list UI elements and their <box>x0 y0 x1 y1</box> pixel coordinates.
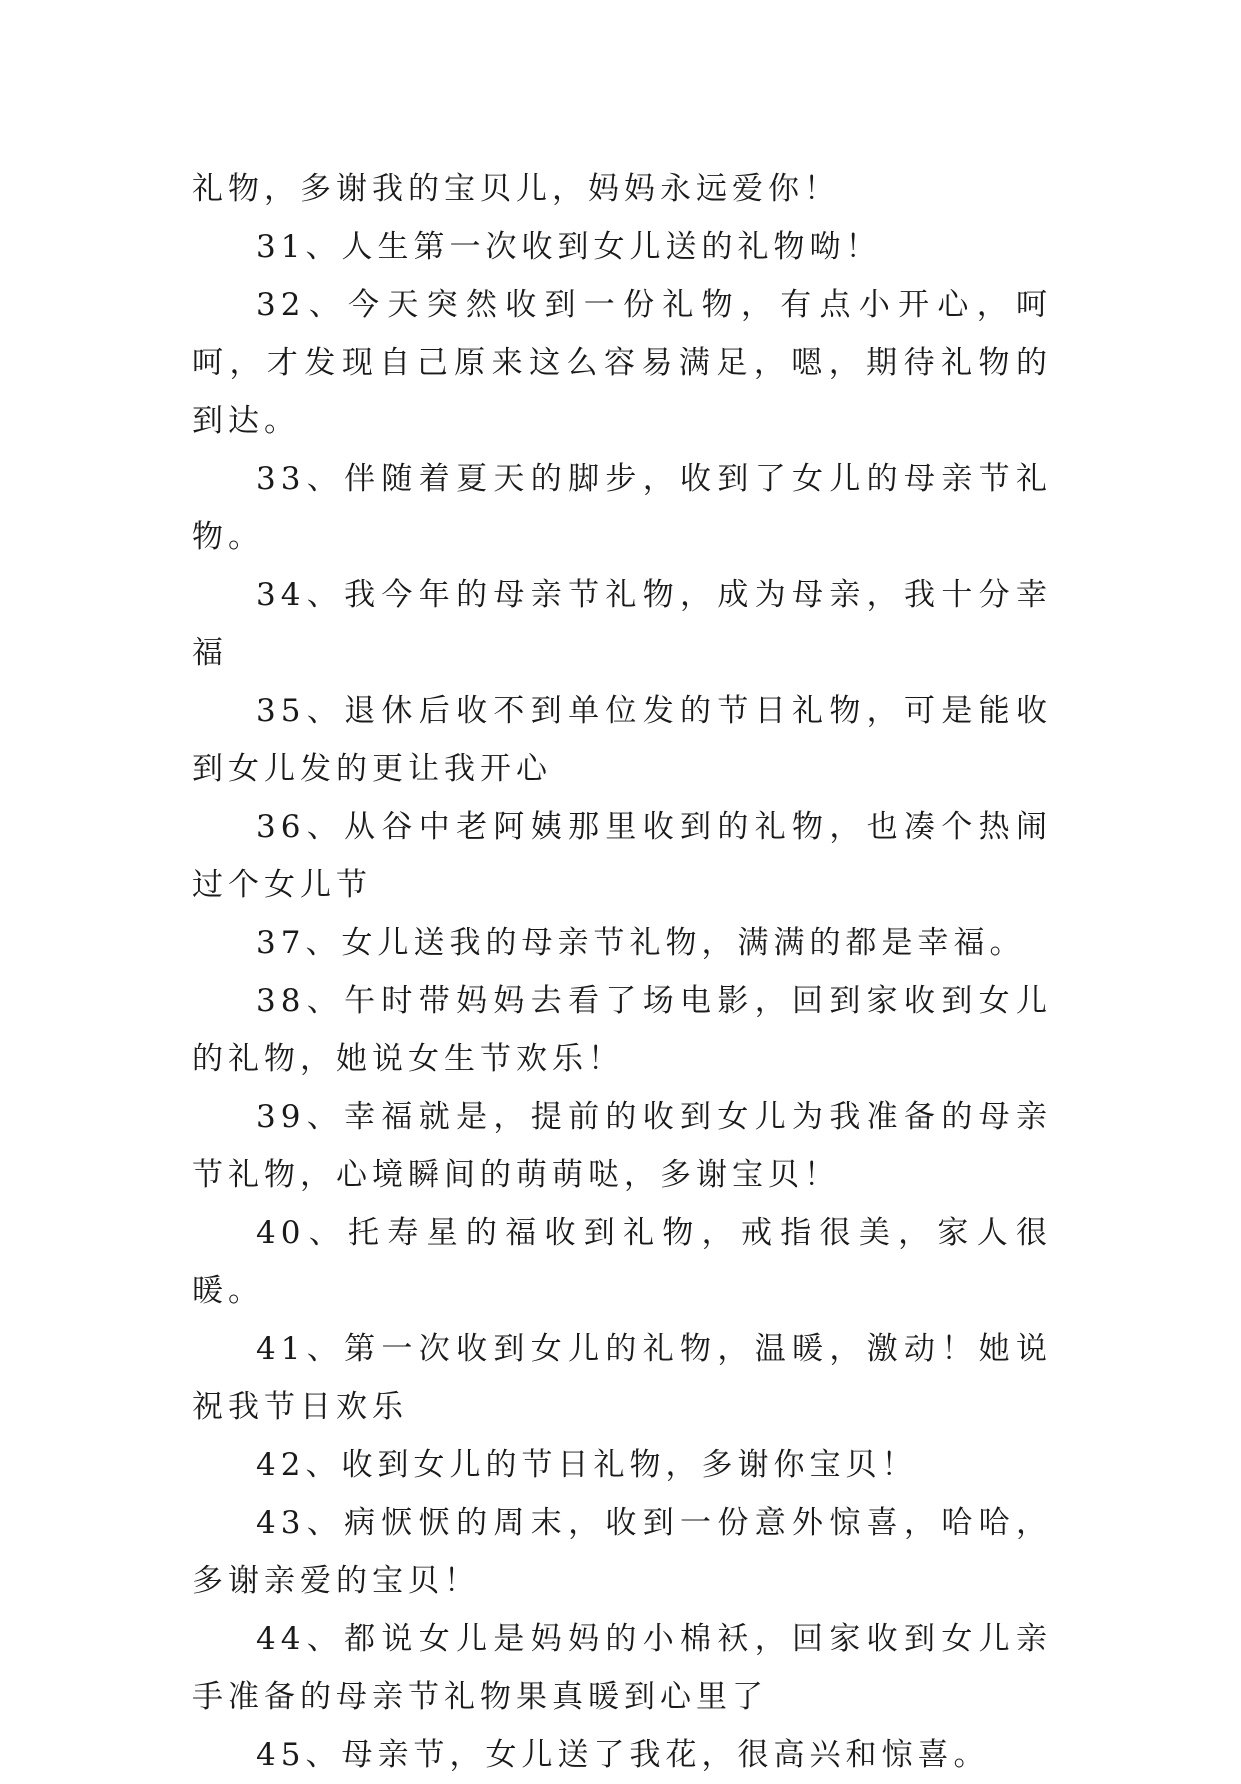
paragraph-35: 35、退休后收不到单位发的节日礼物，可是能收到女儿发的更让我开心 <box>192 693 1052 787</box>
paragraph-42: 42、收到女儿的节日礼物，多谢你宝贝！ <box>256 1447 918 1483</box>
paragraph-43: 43、病恹恹的周末，收到一份意外惊喜，哈哈，多谢亲爱的宝贝！ <box>192 1505 1052 1599</box>
paragraph-36: 36、从谷中老阿姨那里收到的礼物，也凑个热闹过个女儿节 <box>192 809 1052 903</box>
paragraph-45: 45、母亲节，女儿送了我花，很高兴和惊喜。 <box>256 1737 990 1773</box>
paragraph-34: 34、我今年的母亲节礼物，成为母亲，我十分幸福 <box>192 577 1052 671</box>
paragraph-41: 41、第一次收到女儿的礼物，温暖，激动！她说祝我节日欢乐 <box>192 1331 1052 1425</box>
paragraph-37: 37、女儿送我的母亲节礼物，满满的都是幸福。 <box>256 925 1026 961</box>
paragraph-continuation: 礼物，多谢我的宝贝儿，妈妈永远爱你！ <box>192 171 840 207</box>
paragraph-38: 38、午时带妈妈去看了场电影，回到家收到女儿的礼物，她说女生节欢乐！ <box>192 983 1052 1077</box>
paragraph-40: 40、托寿星的福收到礼物，戒指很美，家人很暖。 <box>192 1215 1052 1309</box>
paragraph-31: 31、人生第一次收到女儿送的礼物呦！ <box>256 229 882 265</box>
document-body <box>192 160 1052 1784</box>
paragraph-32: 32、今天突然收到一份礼物，有点小开心，呵呵，才发现自己原来这么容易满足，嗯，期待礼物的到达。 <box>192 287 1052 439</box>
paragraph-39: 39、幸福就是，提前的收到女儿为我准备的母亲节礼物，心境瞬间的萌萌哒，多谢宝贝！ <box>192 1099 1052 1193</box>
paragraph-44: 44、都说女儿是妈妈的小棉袄，回家收到女儿亲手准备的母亲节礼物果真暖到心里了 <box>192 1621 1052 1715</box>
paragraph-33: 33、伴随着夏天的脚步，收到了女儿的母亲节礼物。 <box>192 461 1052 555</box>
